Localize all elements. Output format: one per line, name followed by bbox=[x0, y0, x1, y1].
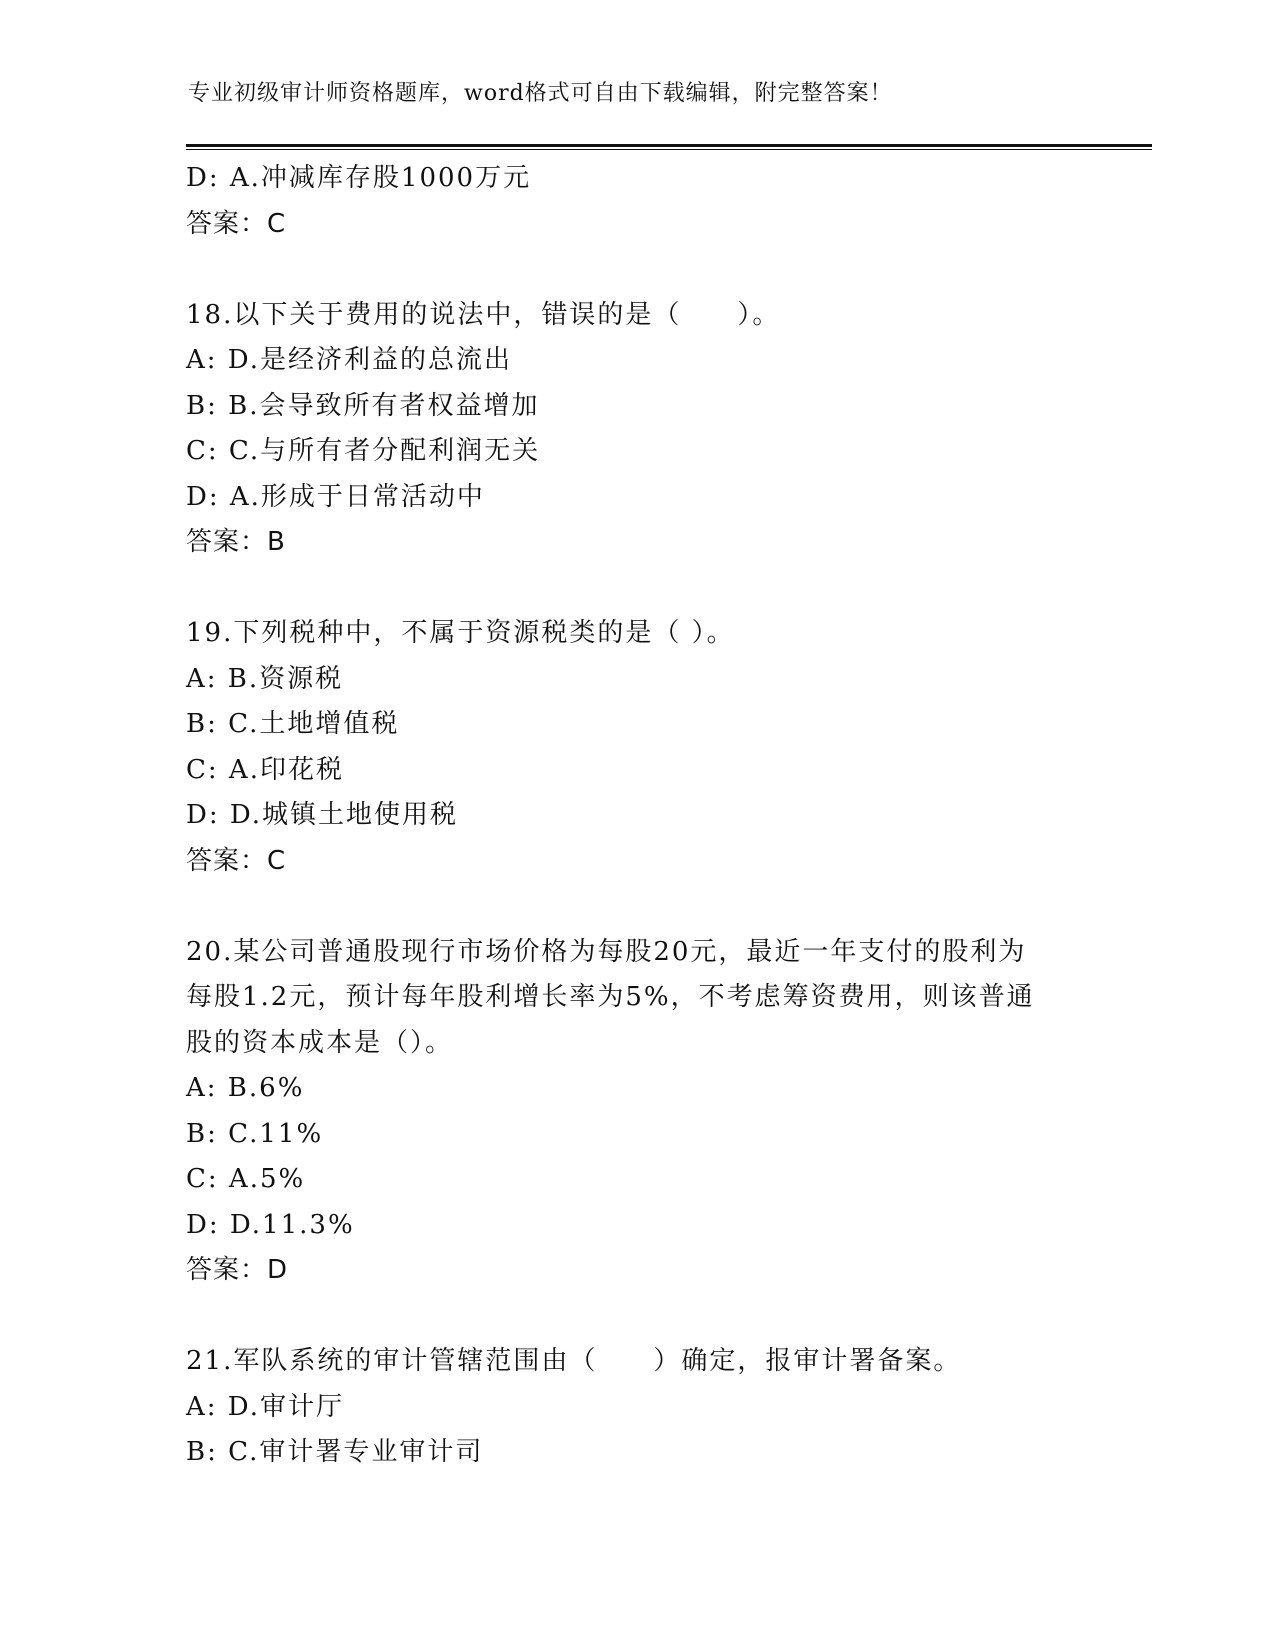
option-c: C: A.印花税 bbox=[186, 754, 344, 785]
answer-line: 答案：B bbox=[186, 527, 286, 557]
option-b: B: C.土地增值税 bbox=[186, 709, 400, 739]
question-list bbox=[186, 156, 1086, 1476]
option-a: A: D.审计厅 bbox=[186, 1391, 344, 1422]
spacer bbox=[186, 247, 1086, 293]
question-stem: 18.以下关于费用的说法中，错误的是（ ）。 bbox=[186, 299, 781, 330]
option-b: B: C.审计署专业审计司 bbox=[186, 1437, 484, 1467]
option-a: A: D.是经济利益的总流出 bbox=[186, 345, 512, 375]
option-d: D: A.形成于日常活动中 bbox=[186, 481, 485, 512]
option-a: A: B.6% bbox=[186, 1073, 305, 1103]
header-divider bbox=[186, 144, 1152, 150]
question-stem-line-3: 股的资本成本是（）。 bbox=[186, 1027, 454, 1058]
spacer bbox=[186, 566, 1086, 612]
spacer bbox=[186, 884, 1086, 930]
spacer bbox=[186, 1294, 1086, 1340]
question-stem: 21.军队系统的审计管辖范围由（ ）确定，报审计署备案。 bbox=[186, 1346, 962, 1376]
question-19 bbox=[186, 611, 1086, 884]
question-stem-line-2: 每股1.2元，预计每年股利增长率为5%，不考虑筹资费用，则该普通 bbox=[186, 982, 1035, 1012]
question-stem: 19.下列税种中，不属于资源税类的是（ ）。 bbox=[186, 618, 735, 648]
option-d: D: D.城镇土地使用税 bbox=[186, 800, 459, 830]
question-21 bbox=[186, 1339, 1086, 1476]
option-a: A: B.资源税 bbox=[186, 663, 344, 694]
answer-line: 答案：C bbox=[186, 208, 287, 239]
option-c: C: C.与所有者分配利润无关 bbox=[186, 436, 541, 466]
page-header: 专业初级审计师资格题库，word格式可自由下载编辑，附完整答案！ bbox=[188, 81, 893, 106]
answer-line: 答案：C bbox=[186, 845, 287, 876]
answer-line: 答案：D bbox=[186, 1255, 289, 1285]
option-b: B: B.会导致所有者权益增加 bbox=[186, 390, 540, 421]
question-stem-line-1: 20.某公司普通股现行市场价格为每股20元，最近一年支付的股利为 bbox=[186, 936, 1027, 967]
question-18 bbox=[186, 293, 1086, 566]
question-20 bbox=[186, 930, 1086, 1294]
option-d: D: A.冲减库存股1000万元 bbox=[186, 163, 532, 193]
option-b: B: C.11% bbox=[186, 1118, 324, 1149]
option-d: D: D.11.3% bbox=[186, 1209, 355, 1240]
option-c: C: A.5% bbox=[186, 1164, 306, 1194]
